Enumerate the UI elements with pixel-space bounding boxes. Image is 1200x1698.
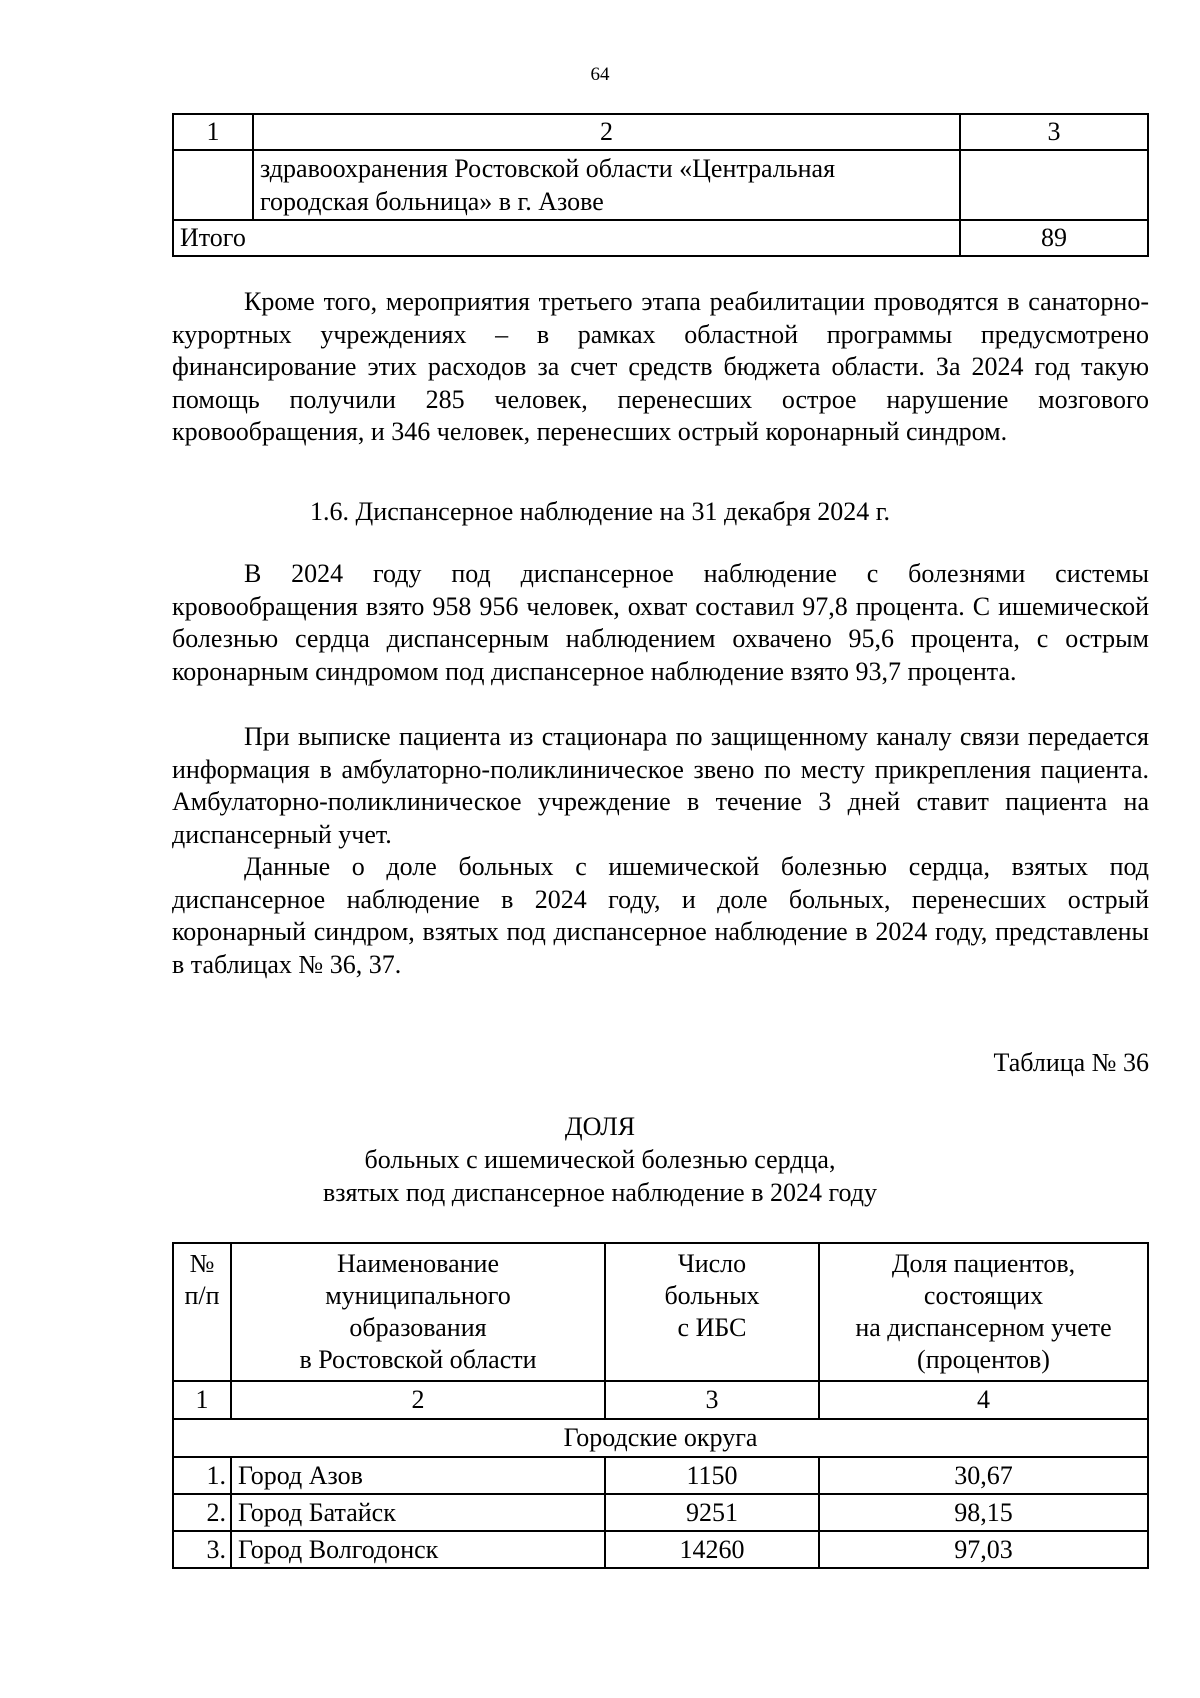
municipality-name: Город Волгодонск: [231, 1531, 605, 1568]
header-text: в Ростовской области: [299, 1345, 537, 1374]
table-label: Таблица № 36: [993, 1048, 1149, 1077]
header-text: больных: [664, 1281, 760, 1310]
total-row: [173, 220, 1148, 256]
ihd-share-table: [172, 1242, 1149, 1569]
header-cell-municipality: [231, 1243, 605, 1381]
patients-count: 14260: [605, 1531, 819, 1568]
row-number: 1.: [173, 1457, 231, 1494]
total-label: Итого: [173, 220, 960, 256]
column-number: 1: [173, 1381, 231, 1419]
column-number-row: [173, 1381, 1148, 1419]
table-header-row: [173, 1243, 1148, 1381]
header-text: муниципального: [325, 1281, 511, 1310]
paragraph-tables-reference: Данные о доле больных с ишемической болезнью сердца, взятых под диспансерное наблюдение в 2024 году, и доле больных, перенесших острый коронарный синдром, взятых под диспансерное наблюдение в 2024 году, представлены в таблицах № 36, 37.: [172, 852, 1149, 979]
section-row: [173, 1419, 1148, 1457]
row-number: 2.: [173, 1494, 231, 1531]
patients-count: 1150: [605, 1457, 819, 1494]
table-row: [173, 150, 1148, 220]
header-text: №: [189, 1249, 215, 1278]
share-percent: 30,67: [819, 1457, 1148, 1494]
header-cell: 1: [173, 114, 253, 150]
total-value: 89: [960, 220, 1148, 256]
municipality-name: Город Батайск: [231, 1494, 605, 1531]
municipality-name: Город Азов: [231, 1457, 605, 1494]
column-number: 4: [819, 1381, 1148, 1419]
header-text: состоящих: [923, 1281, 1044, 1310]
institution-name-line: здравоохранения Ростовской области «Центральная: [260, 154, 836, 183]
section-label: Городские округа: [173, 1419, 1148, 1457]
header-text: Наименование: [337, 1249, 499, 1278]
section-heading: 1.6. Диспансерное наблюдение на 31 декабря 2024 г.: [310, 497, 890, 526]
header-text: Число: [677, 1249, 747, 1278]
header-text: Доля пациентов,: [891, 1249, 1076, 1278]
header-text: (процентов): [917, 1345, 1050, 1374]
header-text: п/п: [184, 1281, 220, 1310]
row-number: 3.: [173, 1531, 231, 1568]
table-title-line: больных с ишемической болезнью сердца,: [364, 1145, 836, 1174]
institution-name-cell: [253, 150, 960, 220]
header-text: с ИБС: [677, 1313, 747, 1342]
patients-count: 9251: [605, 1494, 819, 1531]
table-row: [173, 1494, 1148, 1531]
share-percent: 97,03: [819, 1531, 1148, 1568]
header-cell: 3: [960, 114, 1148, 150]
page-number: 64: [590, 64, 610, 85]
table-header-row: [173, 114, 1148, 150]
header-cell-number: [173, 1243, 231, 1381]
table-title-line: ДОЛЯ: [564, 1112, 636, 1141]
header-text: на диспансерном учете: [855, 1313, 1112, 1342]
table-cell: [173, 150, 253, 220]
header-cell-share: [819, 1243, 1148, 1381]
header-cell: 2: [253, 114, 960, 150]
institution-name-line: городская больница» в г. Азове: [260, 187, 604, 216]
column-number: 2: [231, 1381, 605, 1419]
header-text: образования: [349, 1313, 487, 1342]
table-row: [173, 1531, 1148, 1568]
table-cell: [960, 150, 1148, 220]
column-number: 3: [605, 1381, 819, 1419]
share-percent: 98,15: [819, 1494, 1148, 1531]
continued-table: [172, 113, 1149, 257]
table-row: [173, 1457, 1148, 1494]
table-title-line: взятых под диспансерное наблюдение в 2024 году: [323, 1178, 877, 1207]
header-cell-patients: [605, 1243, 819, 1381]
paragraph-rehabilitation: Кроме того, мероприятия третьего этапа реабилитации проводятся в санаторно-курортных учреждениях – в рамках областной программы предусмотрено финансирование этих расходов за счет средств бюджета области. За 2024 год такую помощь получили 285 человек, перенесших острое нарушение мозгового кровообращения, и 346 человек, перенесших острый коронарный синдром.: [172, 287, 1149, 447]
paragraph-discharge: При выписке пациента из стационара по защищенному каналу связи передается информация в амбулаторно-поликлиническое звено по месту прикрепления пациента. Амбулаторно-поликлиническое учреждение в течение 3 дней ставит пациента на диспансерный учет.: [172, 722, 1149, 849]
paragraph-coverage: В 2024 году под диспансерное наблюдение с болезнями системы кровообращения взято 958 956 человек, охват составил 97,8 процента. С ишемической болезнью сердца диспансерным наблюдением охвачено 95,6 процента, с острым коронарным синдромом под диспансерное наблюдение взято 93,7 процента.: [172, 559, 1149, 686]
